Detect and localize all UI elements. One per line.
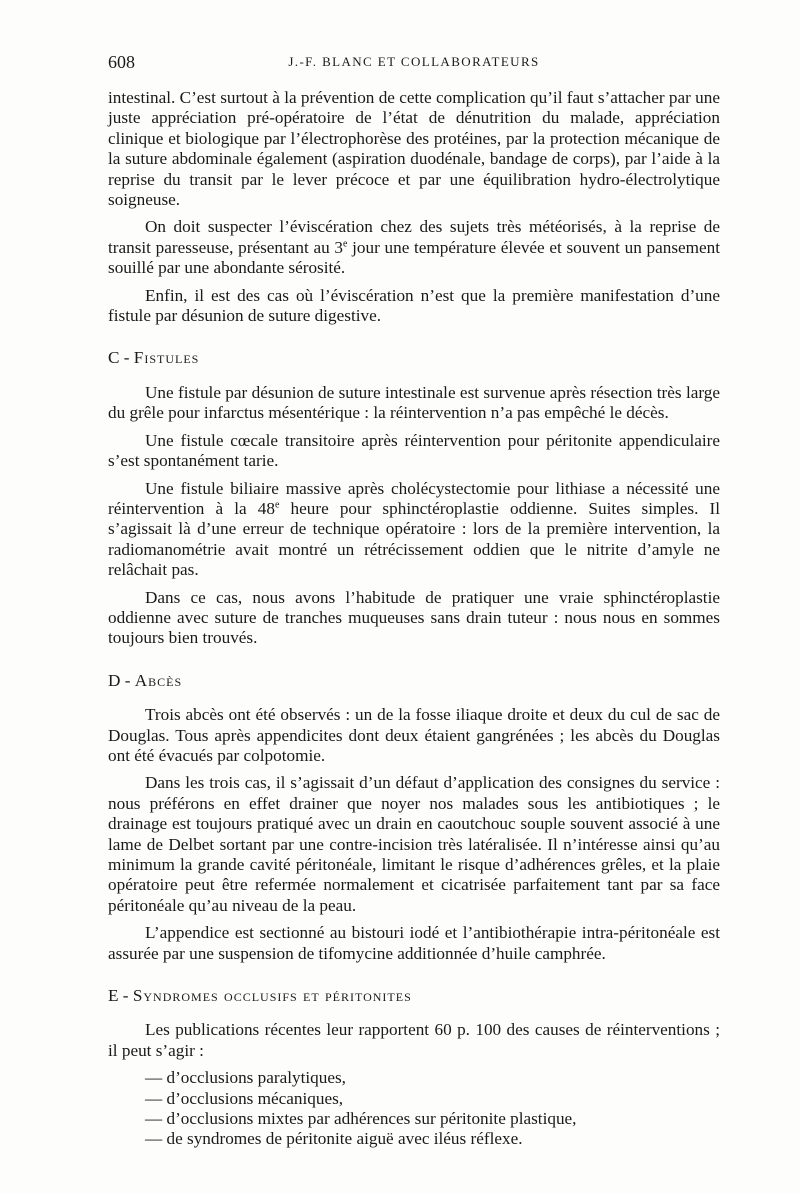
dash-list (108, 1068, 720, 1150)
paragraph: intestinal. C’est surtout à la prévention de cette complication qu’il faut s’attacher par une juste appréciation pré-opératoire de l’état de dénutrition du malade, appréciation clinique et biologique par l’électrophorèse des protéines, par la protection mécanique de la suture abdominale également (aspiration duodénale, bandage de corps), par l’aide à la reprise du transit par le lever précoce et par une équilibration hydro-électrolytique soigneuse. (108, 88, 720, 210)
paragraph: L’appendice est sectionné au bistouri iodé et l’antibiothérapie intra-péritonéale est assurée par une suspension de tifomycine additionnée d’huile camphrée. (108, 923, 720, 963)
paragraph: Dans les trois cas, il s’agissait d’un défaut d’application des consignes du service : nous préférons en effet drainer que noyer nos malades sous les antibiotiques ; le drainage est toujours pratiqué avec un drain en caoutchouc souple souvent associé à une lame de Delbet sortant par une contre-incision très latéralisée. Il n’intéresse ainsi qu’au minimum la grande cavité péritonéale, limitant le risque d’adhérences grêles, et la plaie opératoire peut être refermée normalement et cicatrisée parfaitement tant par sa face péritonéale qu’au niveau de la peau. (108, 773, 720, 915)
section-heading-d: D - Abcès (108, 670, 183, 690)
running-title: J.-F. BLANC ET COLLABORATEURS (288, 54, 540, 69)
paragraph: Dans ce cas, nous avons l’habitude de pratiquer une vraie sphinctéroplastie oddienne avec suture de tranches muqueuses sans drain tuteur : nous nous en sommes toujours bien trouvés. (108, 587, 720, 648)
list-item: — d’occlusions mixtes par adhérences sur péritonite plastique, (145, 1109, 577, 1129)
paragraph: Trois abcès ont été observés : un de la fosse iliaque droite et deux du cul de sac de Douglas. Tous après appendicites dont deux étaient gangrénées ; les abcès du Douglas ont été évacués par colpotomie. (108, 705, 720, 765)
list-item: — d’occlusions mécaniques, (145, 1088, 344, 1108)
paragraph: Une fistule biliaire massive après cholécystectomie pour lithiase a nécessité une réintervention à la 48e heure pour sphinctéroplastie oddienne. Suites simples. Il s’agissait là d’une erreur de technique opératoire : lors de la première intervention, la radiomanométrie avait montré un rétrécissement oddien que le nitrite d’amyle ne relâchait pas. (108, 478, 720, 580)
section-heading-e: E - Syndromes occlusifs et péritonites (108, 986, 412, 1006)
paragraph: Une fistule par désunion de suture intestinale est survenue après résection très large du grêle pour infarctus mésentérique : la réintervention n’a pas empêché le décès. (108, 382, 720, 423)
page-body (108, 88, 720, 1150)
paragraph: Enfin, il est des cas où l’éviscération n’est que la première manifestation d’une fistule par désunion de suture digestive. (108, 285, 720, 326)
section-heading-c: C - Fistules (108, 348, 200, 368)
paragraph: On doit suspecter l’éviscération chez des sujets très météorisés, à la reprise de transit paresseuse, présentant au 3e jour une température élevée et souvent un pansement souillé par une abondante sérosité. (108, 217, 721, 278)
paragraph: Une fistule cœcale transitoire après réintervention pour péritonite appendiculaire s’est spontanément tarie. (108, 430, 720, 471)
list-item: — d’occlusions paralytiques, (145, 1068, 346, 1088)
list-item: — de syndromes de péritonite aiguë avec iléus réflexe. (145, 1129, 523, 1149)
page-header (108, 52, 720, 76)
page-number: 608 (108, 52, 135, 72)
paragraph: Les publications récentes leur rapportent 60 p. 100 des causes de réinterventions ; il peut s’agir : (108, 1020, 720, 1060)
